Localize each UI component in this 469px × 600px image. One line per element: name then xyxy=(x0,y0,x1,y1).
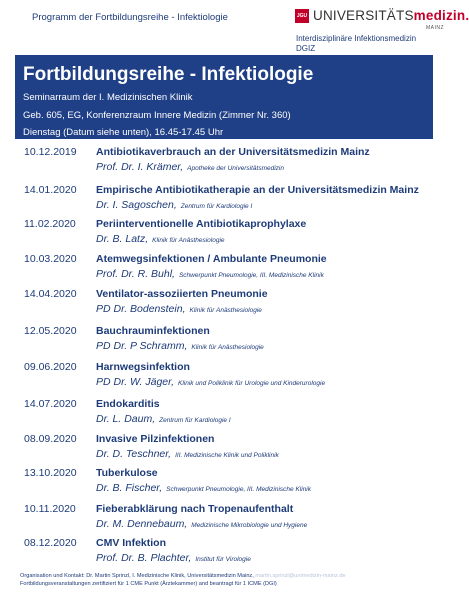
entry-speaker: Dr. B. Latz, Klinik für Anästhesiologie xyxy=(96,233,225,245)
entry-topic: CMV Infektion xyxy=(96,537,166,549)
schedule-entry xyxy=(0,433,450,471)
entry-speaker: Dr. B. Fischer, Schwerpunkt Pneumologie, III. Medizinische Klinik xyxy=(96,482,312,494)
entry-speaker: Dr. L. Daum, Zentrum für Kardiologie I xyxy=(96,413,231,425)
schedule-entry xyxy=(0,253,450,291)
schedule-entry xyxy=(0,146,450,184)
schedule-entry xyxy=(0,325,450,363)
schedule-entry xyxy=(0,503,450,541)
room-line: Geb. 605, EG, Konferenzraum Innere Medizin (Zimmer Nr. 360) xyxy=(23,110,291,121)
title-banner xyxy=(15,55,433,139)
time-line: Dienstag (Datum siehe unten), 16.45-17.45 Uhr xyxy=(23,127,224,138)
entry-affiliation: Institut für Virologie xyxy=(195,556,251,563)
footer: Organisation und Kontakt: Dr. Martin Sprinzl, I. Medizinische Klinik, Universitätsmedizin Mainz, martin.sprinzl@unimedizin-mainz.de Fortbildungsveranstaltungen zertifiziert für 1 CME Punkt (Ärztekammer) and beantragt für 1 ICME (DGI) xyxy=(20,573,346,587)
entry-topic: Endokarditis xyxy=(96,398,160,410)
header-title: Programm der Fortbildungsreihe - Infektiologie xyxy=(32,12,228,23)
entry-affiliation: Klinik und Poliklinik für Urologie und Kinderurologie xyxy=(178,380,326,387)
entry-date: 11.02.2020 xyxy=(24,218,76,230)
entry-speaker: Prof. Dr. I. Krämer, Apotheke der Universitätsmedizin xyxy=(96,161,284,173)
entry-affiliation: Klinik für Anästhesiologie xyxy=(152,237,225,244)
entry-affiliation: Zentrum für Kardiologie I xyxy=(159,417,231,424)
schedule-entry xyxy=(0,398,450,436)
entry-topic: Ventilator-assoziierten Pneumonie xyxy=(96,288,268,300)
entry-speaker: Dr. D. Teschner, III. Medizinische Klinik und Poliklinik xyxy=(96,448,279,460)
department-label: Interdisziplinäre Infektionsmedizin DGIZ xyxy=(296,34,417,53)
entry-date: 13.10.2020 xyxy=(24,467,77,479)
entry-speaker: PD Dr. P Schramm, Klinik für Anästhesiologie xyxy=(96,340,264,352)
contact-email-link[interactable]: martin.sprinzl@unimedizin-mainz.de xyxy=(255,573,346,579)
entry-date: 10.12.2019 xyxy=(24,146,77,158)
entry-date: 08.09.2020 xyxy=(24,433,77,445)
logo-wordmark: UNIVERSITÄTSmedizin. xyxy=(313,8,469,23)
entry-affiliation: Schwerpunkt Pneumologie, III. Medizinische Klinik xyxy=(178,272,324,279)
university-logo xyxy=(288,8,469,31)
entry-topic: Invasive Pilzinfektionen xyxy=(96,433,215,445)
entry-speaker: Prof. Dr. R. Buhl, Schwerpunkt Pneumologie, III. Medizinische Klinik xyxy=(96,268,324,280)
entry-date: 14.04.2020 xyxy=(24,288,77,300)
schedule-entry xyxy=(0,184,450,222)
entry-date: 10.11.2020 xyxy=(24,503,76,515)
entry-topic: Atemwegsinfektionen / Ambulante Pneumonie xyxy=(96,253,327,265)
entry-speaker: Prof. Dr. B. Plachter, Institut für Virologie xyxy=(96,552,251,564)
schedule-entry xyxy=(0,537,450,575)
entry-topic: Empirische Antibiotikatherapie an der Universitätsmedizin Mainz xyxy=(96,184,419,196)
schedule-entry xyxy=(0,288,450,326)
entry-affiliation: Zentrum für Kardiologie I xyxy=(180,203,253,210)
entry-date: 14.01.2020 xyxy=(24,184,77,196)
schedule-entry xyxy=(0,361,450,399)
entry-topic: Fieberabklärung nach Tropenaufenthalt xyxy=(96,503,294,515)
schedule-entry xyxy=(0,467,450,505)
entry-speaker: Dr. I. Sagoschen, Zentrum für Kardiologie I xyxy=(96,199,253,211)
entry-affiliation: Schwerpunkt Pneumologie, III. Medizinische Klinik xyxy=(166,486,312,493)
logo-city: MAINZ xyxy=(425,25,444,31)
entry-affiliation: Medizinische Mikrobiologie und Hygiene xyxy=(191,522,308,529)
entry-date: 09.06.2020 xyxy=(24,361,77,373)
schedule-entry xyxy=(0,218,450,256)
entry-topic: Antibiotikaverbrauch an der Universitätsmedizin Mainz xyxy=(96,146,370,158)
entry-topic: Periinterventionelle Antibiotikaprophylaxe xyxy=(96,218,307,230)
entry-speaker: Dr. M. Dennebaum, Medizinische Mikrobiologie und Hygiene xyxy=(96,518,308,530)
entry-affiliation: Klinik für Anästhesiologie xyxy=(191,344,264,351)
entry-speaker: PD Dr. Bodenstein, Klinik für Anästhesiologie xyxy=(96,303,262,315)
entry-topic: Bauchrauminfektionen xyxy=(96,325,210,337)
entry-topic: Harnwegsinfektion xyxy=(96,361,190,373)
entry-affiliation: Klinik für Anästhesiologie xyxy=(189,307,262,314)
jgu-logo-icon: JGU xyxy=(295,9,309,23)
page-title: Fortbildungsreihe - Infektiologie xyxy=(23,64,314,85)
entry-affiliation: III. Medizinische Klinik und Poliklinik xyxy=(175,452,279,459)
entry-date: 12.05.2020 xyxy=(24,325,77,337)
entry-affiliation: Apotheke der Universitätsmedizin xyxy=(187,165,284,172)
entry-date: 10.03.2020 xyxy=(24,253,77,265)
entry-date: 14.07.2020 xyxy=(24,398,77,410)
venue-line: Seminarraum der I. Medizinischen Klinik xyxy=(23,92,193,103)
entry-topic: Tuberkulose xyxy=(96,467,158,479)
entry-date: 08.12.2020 xyxy=(24,537,77,549)
entry-speaker: PD Dr. W. Jäger, Klinik und Poliklinik für Urologie und Kinderurologie xyxy=(96,376,326,388)
